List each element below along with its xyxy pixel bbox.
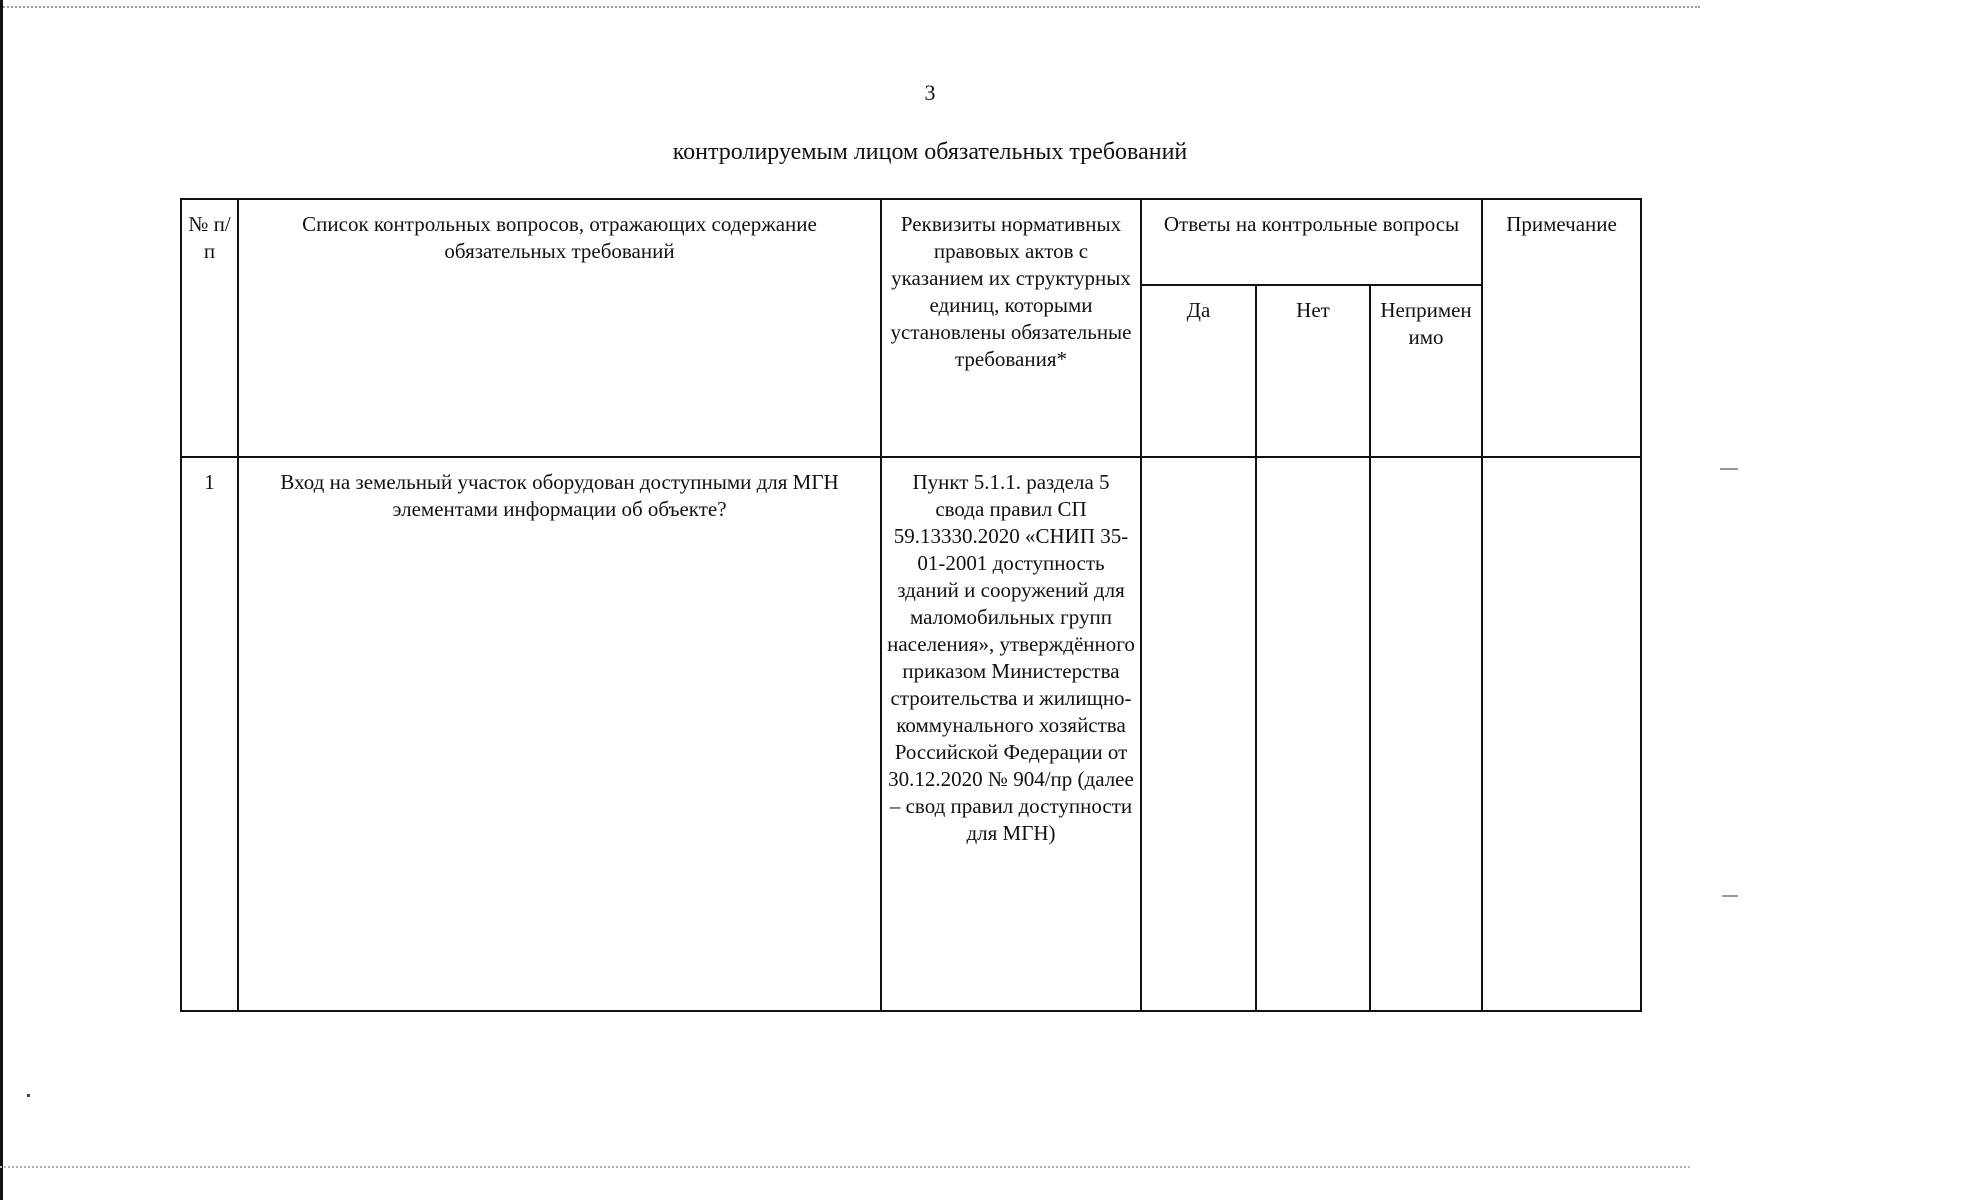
scan-edge-bottom <box>0 1166 1690 1168</box>
scan-mark <box>1722 895 1738 897</box>
scan-edge-top <box>0 6 1700 8</box>
header-answers: Ответы на контрольные вопросы <box>1141 199 1482 285</box>
table-row <box>181 457 1641 1011</box>
scan-edge-left <box>0 0 3 1200</box>
scan-speck <box>27 1094 30 1097</box>
header-answer-yes: Да <box>1141 285 1256 457</box>
row-requisites: Пункт 5.1.1. раздела 5 свода правил СП 59.13330.2020 «СНИП 35-01-2001 доступность зданий и сооружений для маломобильных групп населения», утверждённого приказом Министерства строительства и жилищно-коммунального хозяйства Российской Федерации от 30.12.2020 № 904/пр (далее – свод правил доступности для МГН) <box>881 457 1141 1011</box>
header-requisites: Реквизиты нормативных правовых актов с указанием их структурных единиц, которыми установлены обязательные требования* <box>881 199 1141 457</box>
header-note: Примечание <box>1482 199 1641 457</box>
answer-na-cell[interactable] <box>1370 457 1482 1011</box>
checklist-table <box>180 198 1642 1012</box>
header-num: № п/п <box>181 199 238 457</box>
scan-mark <box>1720 468 1738 470</box>
answer-no-cell[interactable] <box>1256 457 1370 1011</box>
header-questions: Список контрольных вопросов, отражающих содержание обязательных требований <box>238 199 881 457</box>
row-question: Вход на земельный участок оборудован доступными для МГН элементами информации об объекте? <box>238 457 881 1011</box>
answer-yes-cell[interactable] <box>1141 457 1256 1011</box>
table-header-row <box>181 199 1641 285</box>
row-num: 1 <box>181 457 238 1011</box>
header-answer-no: Нет <box>1256 285 1370 457</box>
note-cell[interactable] <box>1482 457 1641 1011</box>
page-number: 3 <box>924 80 936 105</box>
header-answer-na: Неприменимо <box>1370 285 1482 457</box>
page-heading: контролируемым лицом обязательных требований <box>672 139 1188 165</box>
